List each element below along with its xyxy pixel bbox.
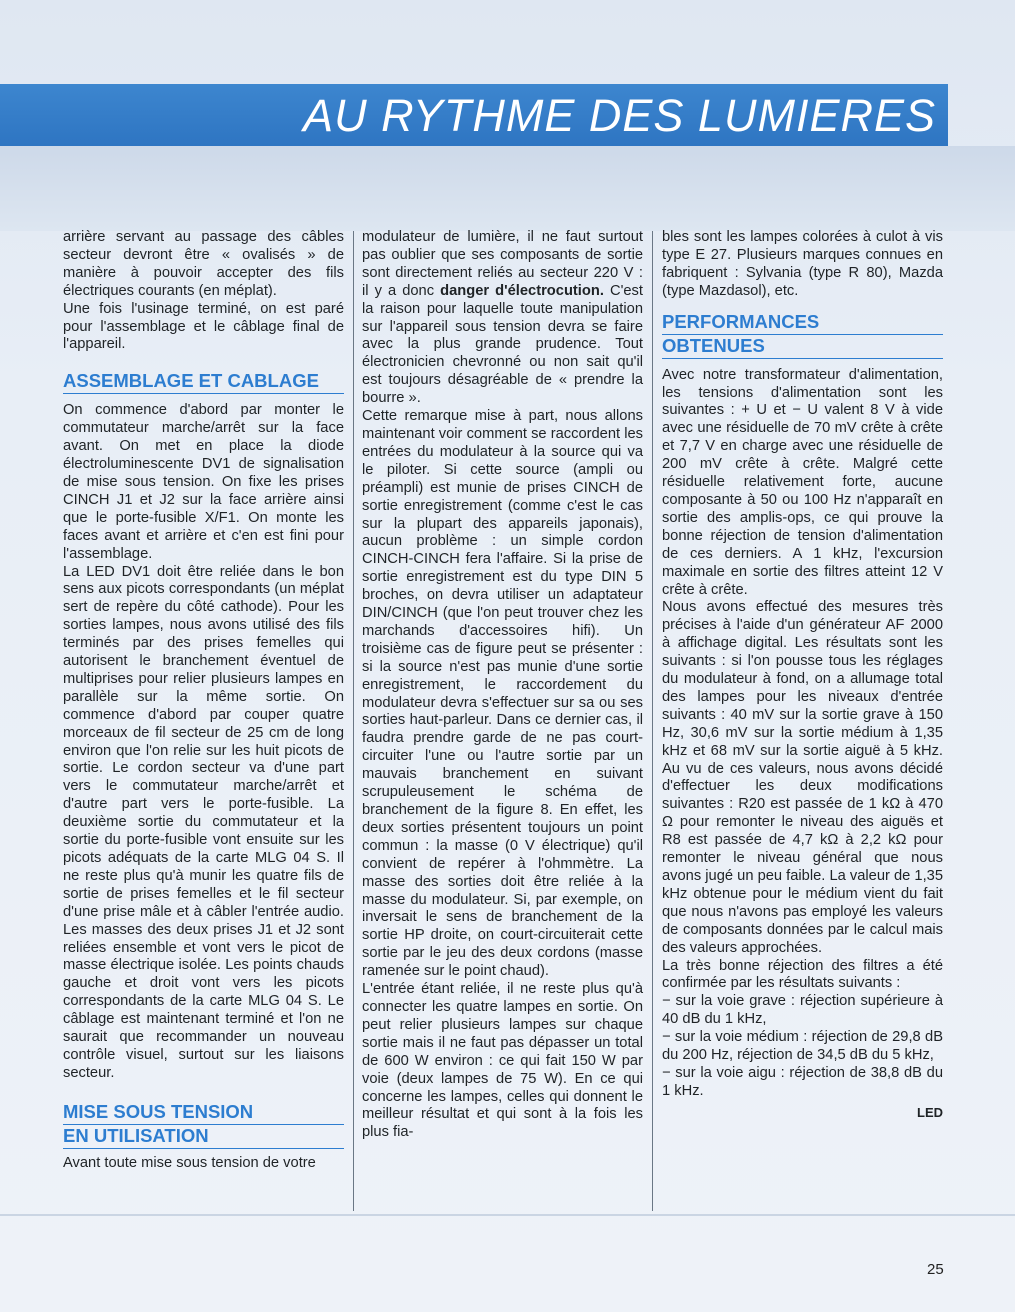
paragraph: [362, 229, 643, 408]
section-heading: [63, 1101, 344, 1149]
paragraph-text: C'est la raison pour laquelle toute manipulation sur l'appareil sous tension devra se faire avec la plus grande prudence. Tout électronicien chevronné ou non sait qu'il est toujours désagréable de « prendre la bourre ».: [362, 282, 643, 407]
paragraph: Cette remarque mise à part, nous allons maintenant voir comment se raccordent les entrées du modulateur à la source qui va le piloter. Si cette source (ampli ou préampli) est munie de prises CINCH de sortie enregistrement (comme c'est le cas sur la plupart des appareils japonais), aucun problème : un simple cordon CINCH-CINCH fera l'affaire. Si la prise de sortie enregistrement est du type DIN 5 broches, on devra utiliser un adaptateur DIN/CINCH (que l'on peut trouver chez les marchands d'accessoires hifi). Un troisième cas de figure peut se présenter : si la source n'est pas munie d'une sortie enregistrement, le raccordement du modulateur devra s'effectuer sur sa ou ses sorties haut-parleur. Dans ce dernier cas, il faudra prendre garde de ne pas court-circuiter l'une ou l'autre sortie par un mauvais branchement en suivant scrupuleusement le schéma de branchement de la figure 8. En effet, les deux sorties présentent toujours un point commun : la masse (0 V électrique) qu'il convient de repérer à l'ohmmètre. La masse des sorties doit être reliée à la masse du modulateur. Si, par exemple, on inversait le sens de branchement de la sortie HP droite, on court-circuiterait cette sortie par le jeu des deux cordons (masse ramenée sur le point chaud).: [362, 408, 643, 980]
footer-divider: [0, 1214, 1015, 1216]
paragraph: arrière servant au passage des câbles secteur devront être « ovalisés » de manière à pouvoir accepter des fils électriques courants (en méplat).: [63, 229, 344, 299]
paragraph: Nous avons effectué des mesures très précises à l'aide d'un générateur AF 2000 à affichage digital. Les résultats sont les suivants : si l'on pousse tous les réglages du modulateur à fond, on a allumage total des lampes pour les niveaux d'entrée suivants : 40 mV sur la sortie grave à 150 Hz, 30,6 mV sur la sortie médium à 1,35 kHz et 68 mV sur la sortie aiguë à 5 kHz. Au vu de ces valeurs, nous avons décidé d'effectuer les deux modifications suivantes : R20 est passée de 1 kΩ à 470 Ω pour remonter le niveau des aiguës et R8 est passée de 4,7 kΩ à 2,2 kΩ pour remonter le niveau général que nous avons jugé un peu faible. La valeur de 1,35 kHz obtenue pour le médium vient du fait que nous n'avons pas employé les valeurs de composants données par le calcul mais des valeurs approchées.: [662, 599, 943, 956]
paragraph: bles sont les lampes colorées à culot à vis type E 27. Plusieurs marques connues en fabriquent : Sylvania (type R 80), Mazda (type Mazdasol), etc.: [662, 229, 943, 299]
author-signature: LED: [917, 1104, 943, 1120]
heading-text: PERFORMANCES: [662, 311, 943, 335]
list-item: − sur la voie médium : réjection de 29,8 dB du 200 Hz, réjection de 34,5 dB du 5 kHz,: [662, 1029, 943, 1064]
paragraph: L'entrée étant reliée, il ne reste plus qu'à connecter les quatre lampes en sortie. On peut relier plusieurs lampes sur chaque sortie mais il ne faut pas dépasser un total de 600 W environ : ce qui fait 150 W par voie (deux lampes de 75 W). En ce qui concerne les lampes, celles qui donnent le meilleur résultat et qui sont à la fois les plus fia-: [362, 981, 643, 1141]
column-divider: [353, 231, 354, 1211]
list-item: − sur la voie aigu : réjection de 38,8 dB du 1 kHz.: [662, 1064, 943, 1099]
heading-text: OBTENUES: [662, 335, 943, 359]
paragraph: On commence d'abord par monter le commutateur marche/arrêt sur la face avant. On met en place la diode électroluminescente DV1 de signalisation de mise sous tension. On fixe les prises CINCH J1 et J2 sur la face arrière ainsi que le porte-fusible X/F1. On monte les faces avant et arrière et c'en est fini pour l'assemblage.: [63, 402, 344, 562]
text-column-2: [362, 229, 643, 1142]
paragraph: Avec notre transformateur d'alimentation, les tensions d'alimentation sont les suivantes : + U et − U valent 8 V à vide avec une résiduelle de 70 mV crête à crête et 7,7 V en charge avec une résiduelle de 200 mV crête à crête. Malgré cette résiduelle relativement forte, aucune composante à 50 ou 100 Hz n'apparaît en sortie des amplis-ops, ce qui prouve la bonne réjection de tension d'alimentation de ces derniers. A 1 kHz, l'excursion maximale en sortie des filtres atteint 12 V crête à crête.: [662, 366, 943, 598]
page-number: 25: [927, 1261, 944, 1278]
heading-text: MISE SOUS TENSION: [63, 1101, 344, 1125]
warning-text: danger d'électrocution.: [440, 282, 604, 299]
title-banner: [0, 84, 948, 146]
section-heading: [63, 370, 344, 394]
section-heading: [662, 311, 943, 359]
header-stripe: [0, 146, 1015, 231]
text-column-3: [662, 229, 943, 1122]
heading-text: EN UTILISATION: [63, 1125, 344, 1149]
paragraph-text: modulateur de lumière, il ne faut surtout pas oublier que ses composants de sortie sont directement reliés au secteur 220 V : il y a donc: [362, 229, 643, 299]
list-item: − sur la voie grave : réjection supérieure à 40 dB du 1 kHz,: [662, 993, 943, 1028]
paragraph: La très bonne réjection des filtres a été confirmée par les résultats suivants :: [662, 957, 943, 992]
article-title: AU RYTHME DES LUMIERES: [303, 90, 936, 141]
paragraph: Une fois l'usinage terminé, on est paré pour l'assemblage et le câblage final de l'appareil.: [63, 300, 344, 353]
column-divider: [652, 231, 653, 1211]
heading-text: ASSEMBLAGE ET CABLAGE: [63, 370, 344, 394]
paragraph: La LED DV1 doit être reliée dans le bon sens aux picots correspondants (un méplat sert de repère du côté cathode). Pour les sorties lampes, nous avons utilisé des fils terminés par des prises femelles qui autorisent le branchement éventuel de multiprises pour relier plusieurs lampes en parallèle sur la même sortie. On commence d'abord par couper quatre morceaux de fil secteur de 25 cm de long environ que l'on relie sur les huit picots de sortie. Le cordon secteur va d'une part vers le commutateur marche/arrêt et d'autre part vers le porte-fusible. La deuxième sortie du commutateur et la sortie du porte-fusible vont ensuite sur les picots adéquats de la carte MLG 04 S. Il ne reste plus qu'à munir les quatre fils de sortie de prises femelles et le fil secteur d'une prise mâle et à câbler l'entrée audio. Les masses des deux prises J1 et J2 sont reliées ensemble et vont vers le picot de masse électrique isolée. Les points chauds gauche et droit vont vers les picots correspondants de la carte MLG 04 S. Le câblage est maintenant terminé et l'on ne saurait que recommander un nouveau contrôle visuel, surtout sur les liaisons secteur.: [63, 563, 344, 1081]
paragraph: Avant toute mise sous tension de votre: [63, 1154, 316, 1171]
text-column-1: [63, 229, 344, 1173]
